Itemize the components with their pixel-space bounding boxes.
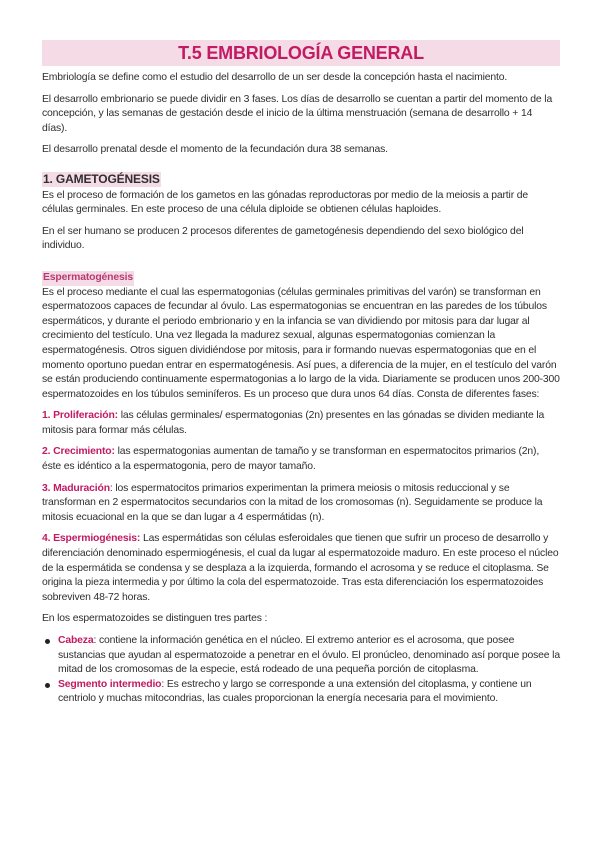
gametogenesis-paragraph-1: Es el proceso de formación de los gametos en las gónadas reproductoras por medio de la meiosis a partir de células germinales. En este proceso de una célula diploide se obtienen células haploides.	[42, 189, 529, 216]
bullet-icon	[45, 639, 50, 644]
bullet-icon	[45, 683, 50, 688]
list-item	[42, 634, 560, 678]
phase-text: Las espermátidas son células esferoidales que tienen que sufrir un proceso de desarrollo y diferenciación denominado espermiogénesis, el cual da lugar al espermatozoide maduro. En este proceso el núcleo de la espermátida se condensa y se desplaza a la izquierda, formando el acrosoma y se reduce el citoplasma. Se origina la pieza intermedia y por último la cola del espermatozoide. Tras esta diferenciación los espermatozoides sobreviven 48-72 horas.	[42, 533, 559, 603]
part-label: Segmento intermedio	[58, 678, 162, 690]
sperm-parts-list	[42, 634, 560, 707]
phase-label: 3. Maduración	[42, 482, 110, 494]
part-text: : contiene la información genética en el núcleo. El extremo anterior es el acrosoma, que posee sustancias que ayudan al espermatozoide a penetrar en el óvulo. El pronúcleo, denominado así porque posee la mitad de los cromosomas de la especie, está rodeado de una pequeña porción de citoplasma.	[58, 635, 560, 676]
list-item	[42, 678, 560, 707]
spermatogenesis-paragraph: Es el proceso mediante el cual las espermatogonias (células germinales primitivas del varón) se transforman en espermatozoos capaces de fecundar al óvulo. Las espermatogonias se encuentran en las paredes de los túbulos espermáticos, y durante el periodo embrionario y en la infancia se van dividiendo por mitosis para dar lugar al crecimiento del testículo. Una vez llegada la madurez sexual, algunas espermatogonias comienzan la espermatogénesis. Otros siguen dividiéndose por mitosis, para ir formando nuevas espermatogonias que en el momento oportuno puedan entrar en espermatogénesis. Así pues, a diferencia de la mujer, en el testículo del varón se están produciendo continuamente espermatogonias a lo largo de la vida. Diariamente se producen unos 200-300 espermatozoides en los túbulos seminíferos. Es un proceso que dura unos 64 días. Consta de diferentes fases:	[42, 286, 560, 400]
section-heading-gametogenesis: 1. GAMETOGÉNESIS	[43, 171, 160, 186]
phase-text: las espermatogonias aumentan de tamaño y se transforman en espermatocitos primarios (2n), éste es idéntico a la espermatogonia, pero de mayor tamaño.	[42, 446, 540, 473]
intro-paragraph-2: El desarrollo embrionario se puede dividir en 3 fases. Los días de desarrollo se cuentan a partir del momento de la concepción, y las semanas de gestación desde el inicio de la última menstruación (semana de desarrollo + 14 días).	[42, 93, 553, 134]
phase-item	[42, 445, 560, 474]
phase-text: : los espermatocitos primarios experimentan la primera meiosis o mitosis reduccional y se transforman en 2 espermatocitos secundarios con la mitad de los cromosomas (n). Seguidamente se produce la mitosis ecuacional en la que se dan lugar a 4 espermátidas (n).	[42, 482, 543, 523]
page-title: T.5 EMBRIOLOGÍA GENERAL	[178, 43, 424, 63]
intro-paragraph-1: Embriología se define como el estudio del desarrollo de un ser desde la concepción hasta el nacimiento.	[42, 72, 508, 83]
phase-label: 4. Espermiogénesis:	[42, 533, 141, 545]
subsection-heading-spermatogenesis: Espermatogénesis	[42, 271, 134, 286]
parts-intro: En los espermatozoides se distinguen tres partes :	[42, 613, 268, 625]
part-text: : Es estrecho y largo se corresponde a una extensión del citoplasma, y contiene un centriolo y muchas mitocondrias, las cuales proporcionan la energía necesaria para el movimiento.	[58, 678, 532, 705]
phase-item	[42, 482, 560, 526]
phase-label: 2. Crecimiento:	[42, 446, 115, 458]
part-label: Cabeza	[58, 635, 94, 646]
document-body	[42, 71, 560, 707]
title-banner	[42, 40, 560, 66]
phase-item	[42, 409, 560, 438]
gametogenesis-paragraph-2: En el ser humano se producen 2 procesos diferentes de gametogénesis dependiendo del sexo biológico del individuo.	[42, 225, 524, 252]
intro-paragraph-3: El desarrollo prenatal desde el momento de la fecundación dura 38 semanas.	[42, 144, 388, 156]
phase-text: las células germinales/ espermatogonias (2n) presentes en las gónadas se dividen mediante la mitosis para formar más células.	[42, 410, 545, 436]
phase-item	[42, 532, 560, 605]
phase-label: 1. Proliferación:	[42, 410, 118, 422]
